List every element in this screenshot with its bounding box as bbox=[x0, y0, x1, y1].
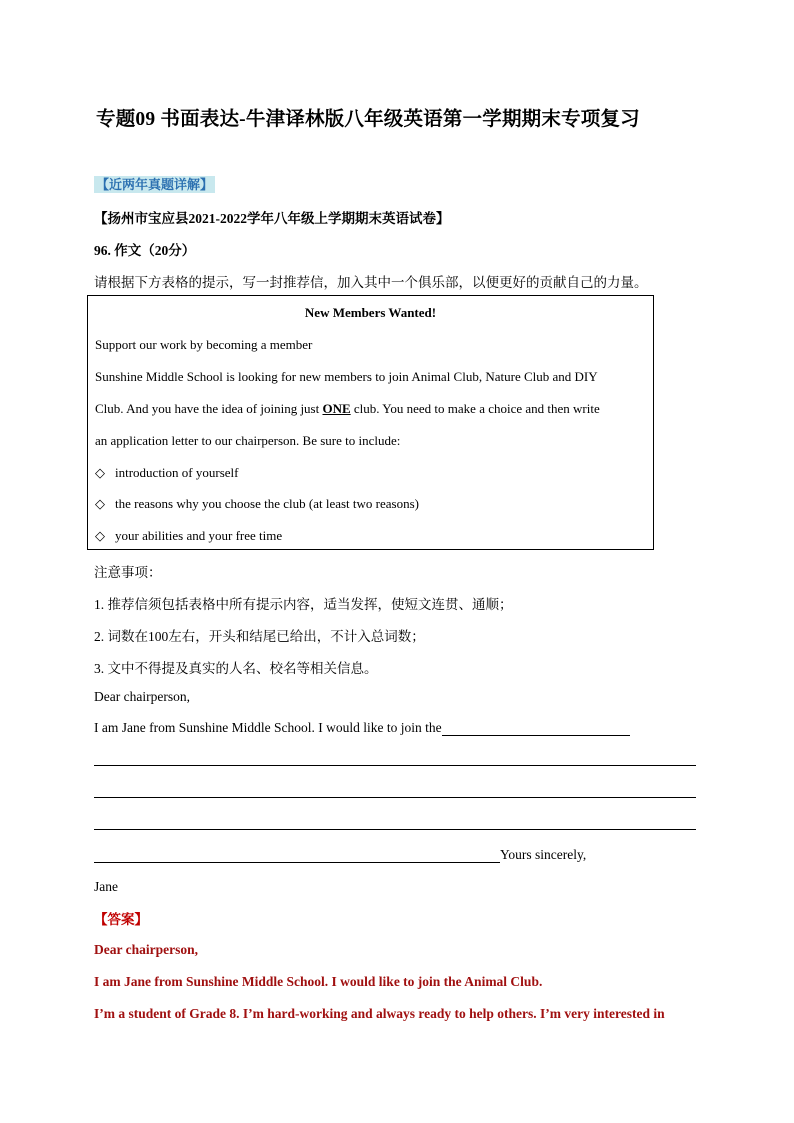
prompt-box-title: New Members Wanted! bbox=[304, 305, 437, 320]
bullet-item bbox=[95, 465, 238, 481]
letter-signature: Jane bbox=[94, 879, 118, 894]
letter-opening-line bbox=[94, 720, 630, 736]
page-title: 专题09 书面表达-牛津译林版八年级英语第一学期期末专项复习 bbox=[96, 109, 640, 130]
prompt-line bbox=[95, 401, 600, 417]
bullet-text: introduction of yourself bbox=[115, 465, 239, 480]
exam-source: 【扬州市宝应县2021-2022学年八年级上学期期末英语试卷】 bbox=[94, 211, 450, 226]
notes-heading: 注意事项： bbox=[94, 565, 162, 580]
answer-line: I am Jane from Sunshine Middle School. I would like to join the Animal Club. bbox=[94, 974, 543, 989]
letter-closing-line bbox=[94, 847, 586, 863]
writing-line[interactable] bbox=[94, 829, 696, 830]
note-item: 2. 词数在100左右，开头和结尾已给出，不计入总词数； bbox=[94, 629, 425, 644]
letter-opening: I am Jane from Sunshine Middle School. I would like to join the bbox=[94, 720, 442, 735]
answer-line: Dear chairperson, bbox=[94, 942, 198, 957]
answer-blank[interactable] bbox=[94, 848, 500, 863]
bullet-item bbox=[95, 528, 282, 544]
prompt-text: Club. And you have the idea of joining just bbox=[95, 401, 323, 416]
letter-closing: Yours sincerely, bbox=[500, 847, 587, 862]
question-number: 96. 作文（20分） bbox=[94, 243, 196, 258]
prompt-line: an application letter to our chairperson. Be sure to include: bbox=[95, 433, 401, 448]
diamond-icon: ◇ bbox=[95, 528, 105, 543]
writing-line[interactable] bbox=[94, 797, 696, 798]
diamond-icon: ◇ bbox=[95, 496, 105, 511]
writing-line[interactable] bbox=[94, 765, 696, 766]
question-instruction: 请根据下方表格的提示，写一封推荐信，加入其中一个俱乐部，以便更好的贡献自己的力量。 bbox=[94, 275, 648, 290]
note-item: 1. 推荐信须包括表格中所有提示内容，适当发挥，使短文连贯、通顺； bbox=[94, 597, 513, 612]
answer-line: I’m a student of Grade 8. I’m hard-working and always ready to help others. I’m very interested in bbox=[94, 1006, 665, 1021]
bullet-text: the reasons why you choose the club (at least two reasons) bbox=[115, 496, 419, 511]
prompt-line: Support our work by becoming a member bbox=[95, 337, 313, 352]
answer-blank[interactable] bbox=[442, 721, 630, 736]
bullet-text: your abilities and your free time bbox=[115, 528, 283, 543]
section-tag: 【近两年真题详解】 bbox=[96, 177, 214, 192]
letter-greeting: Dear chairperson, bbox=[94, 689, 190, 704]
emphasis-one: ONE bbox=[322, 401, 351, 416]
bullet-item bbox=[95, 496, 419, 512]
prompt-box bbox=[87, 295, 654, 550]
note-item: 3. 文中不得提及真实的人名、校名等相关信息。 bbox=[94, 661, 378, 676]
prompt-text: club. You need to make a choice and then write bbox=[350, 401, 600, 416]
answer-tag: 【答案】 bbox=[94, 912, 148, 927]
prompt-line: Sunshine Middle School is looking for new members to join Animal Club, Nature Club and DIY bbox=[95, 369, 598, 384]
diamond-icon: ◇ bbox=[95, 465, 105, 480]
